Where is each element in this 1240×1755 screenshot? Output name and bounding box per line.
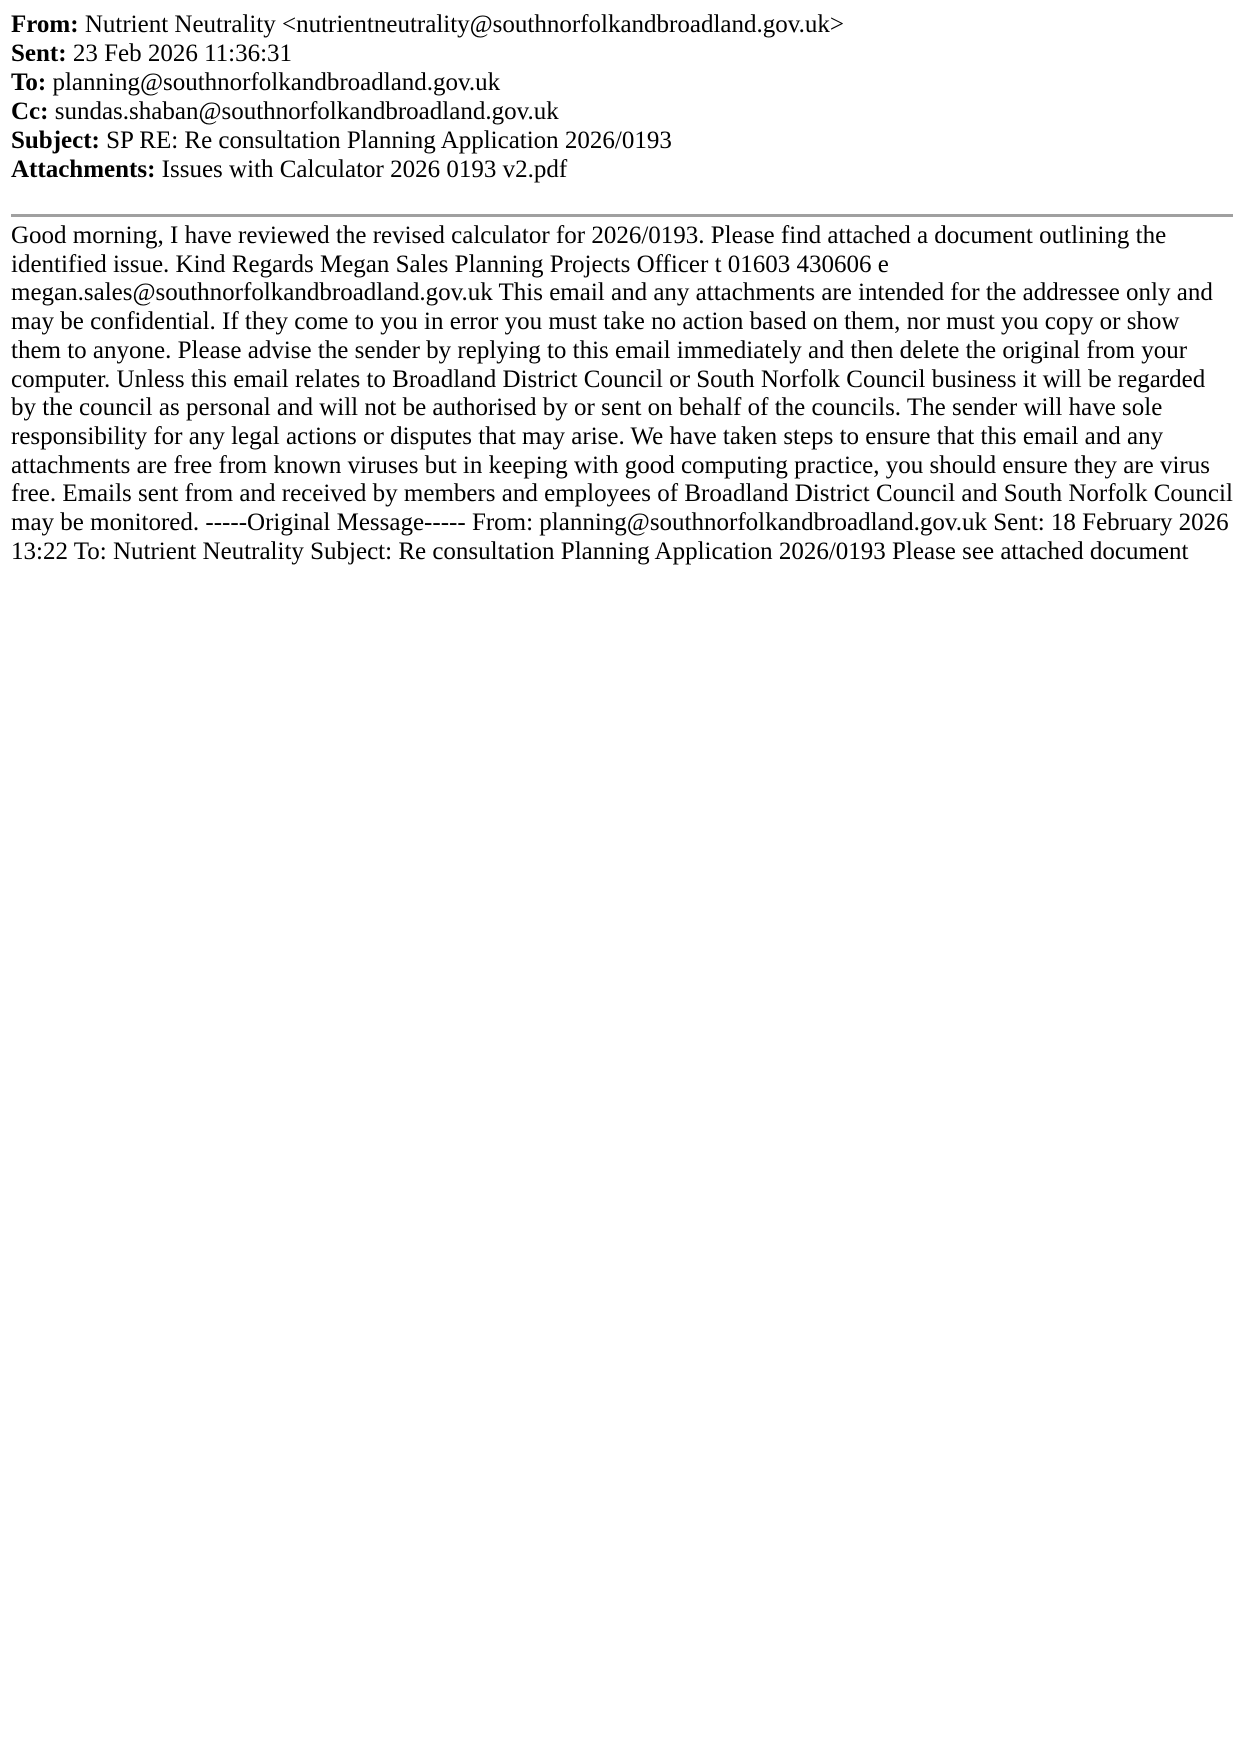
attachments-label: Attachments:: [11, 156, 156, 183]
cc-value: sundas.shaban@southnorfolkandbroadland.gov.uk: [54, 98, 559, 125]
from-value: Nutrient Neutrality <nutrientneutrality@southnorfolkandbroadland.gov.uk>: [84, 11, 844, 38]
sent-value: 23 Feb 2026 11:36:31: [72, 40, 293, 67]
subject-label: Subject:: [11, 127, 100, 154]
sent-row: [11, 39, 1233, 68]
email-headers: [11, 10, 1233, 184]
cc-row: [11, 97, 1233, 126]
to-label: To:: [11, 69, 47, 96]
from-label: From:: [11, 11, 79, 38]
email-body: Good morning, I have reviewed the revised calculator for 2026/0193. Please find attached a document outlining the identified issue. Kind Regards Megan Sales Planning Projects Officer t 01603 430606 e megan.sales@southnorfolkandbroadland.gov.uk This email and any attachments are intended for the addressee only and may be confidential. If they come to you in error you must take no action based on them, nor must you copy or show them to anyone. Please advise the sender by replying to this email immediately and then delete the original from your computer. Unless this email relates to Broadland District Council or South Norfolk Council business it will be regarded by the council as personal and will not be authorised by or sent on behalf of the councils. The sender will have sole responsibility for any legal actions or disputes that may arise. We have taken steps to ensure that this email and any attachments are free from known viruses but in keeping with good computing practice, you should ensure they are virus free. Emails sent from and received by members and employees of Broadland District Council and South Norfolk Council may be monitored. -----Original Message----- From: planning@southnorfolkandbroadland.gov.uk Sent: 18 February 2026 13:22 To: Nutrient Neutrality Subject: Re consultation Planning Application 2026/0193 Please see attached document: [11, 222, 1233, 565]
sent-label: Sent:: [11, 40, 67, 67]
email-document: [11, 10, 1233, 566]
subject-row: [11, 126, 1233, 155]
subject-value: SP RE: Re consultation Planning Application 2026/0193: [106, 127, 672, 154]
to-row: [11, 68, 1233, 97]
from-row: [11, 10, 1233, 39]
to-value: planning@southnorfolkandbroadland.gov.uk: [52, 69, 501, 96]
attachments-row: [11, 155, 1233, 184]
attachments-value: Issues with Calculator 2026 0193 v2.pdf: [161, 156, 568, 183]
header-divider: [11, 214, 1233, 217]
cc-label: Cc:: [11, 98, 49, 125]
